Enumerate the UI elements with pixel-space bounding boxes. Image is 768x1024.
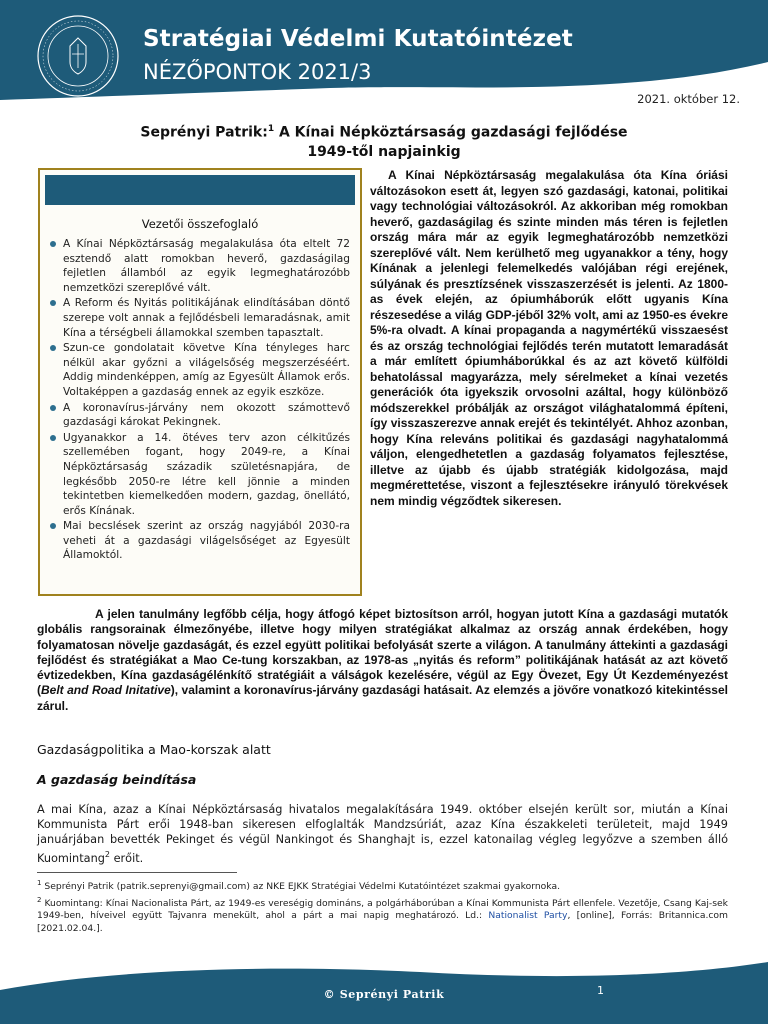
institute-seal-icon	[34, 12, 122, 100]
footnote-2: $^2$ Kuomintang: Kínai Nacionalista Párt, az 1949-es vereségig domináns, a polgárháborúban a Kínai Kommunista Párt ellenfele. Vezetője, Csang Kaj-sek 1949-ben, híveivel együtt Tajvanra menekült, ahol a párt a mai napig meghatározó. Ld.: Nationalist Party, [online], Forrás: Britannica.com [2021.02.04.].	[37, 895, 728, 934]
bullet-icon	[50, 300, 56, 306]
summary-list	[40, 237, 360, 563]
summary-item: A koronavírus-járvány nem okozott számottevő gazdasági károkat Pekingnek.	[50, 401, 350, 430]
bri-term: Belt and Road Initative	[41, 683, 171, 698]
nationalist-party-link[interactable]: Nationalist Party	[488, 910, 568, 922]
subsection-heading: A gazdaság beindítása	[37, 772, 197, 787]
bullet-icon	[50, 435, 56, 441]
summary-item: Ugyanakkor a 14. ötéves terv azon célkitűzés szellemében fogant, hogy 2049-re, a Kínai Népköztársaság századik születésnapjára, de legkésőbb 2050-re létre kell jönnie a minden tekintetben kiemelkedően modern, gazdag, önellátó, erős Kínának.	[50, 431, 350, 519]
footnote-ref-2[interactable]: 2	[104, 850, 110, 859]
executive-summary-box	[38, 168, 362, 596]
series-title: NÉZŐPONTOK 2021/3	[143, 60, 372, 84]
publication-date: 2021. október 12.	[637, 92, 740, 106]
author-name: Seprényi Patrik:	[140, 124, 268, 141]
summary-item: Szun-ce gondolatait követve Kína tényleges harc nélkül akar győzni a világelsőség megszerzéséért. Addig mindenképpen, amíg az Egyesült Államok erős. Voltaképpen a gazdaság ennek az egyik eszköze.	[50, 341, 350, 399]
summary-item: Mai becslések szerint az ország nagyjából 2030-ra veheti át a gazdasági világelsőséget az Egyesült Államoktól.	[50, 519, 350, 563]
footnote-1: $^1$ Seprényi Patrik (patrik.seprenyi@gmail.com) az NKE EJKK Stratégiai Védelmi Kutatóintézet szakmai gyakornoka.	[37, 879, 560, 893]
summary-item: A Kínai Népköztársaság megalakulása óta eltelt 72 esztendő alatt romokban heverő, gazdaságilag fejletlen államból az egyik legmeghatározóbb nemzetközi szereplővé vált.	[50, 237, 350, 295]
bullet-icon	[50, 523, 56, 529]
page-header	[0, 0, 768, 100]
title-line-1: A Kínai Népköztársaság gazdasági fejlődése	[274, 124, 628, 141]
bullet-icon	[50, 345, 56, 351]
bullet-icon	[50, 405, 56, 411]
summary-title: Vezetői összefoglaló	[141, 217, 259, 231]
bullet-icon	[50, 241, 56, 247]
copyright-notice: © Seprényi Patrik	[323, 988, 445, 1001]
footnote-ref-1[interactable]: 1	[267, 124, 275, 134]
title-line-2: 1949-től napjainkig	[307, 143, 461, 160]
body-paragraph: A mai Kína, azaz a Kínai Népköztársaság hivatalos megalakítására 1949. október elsején került sor, miután a Kínai Kommunista Párt erői 1948-ban sikeresen elfoglalták Mandzsúriát, azaz Kína északkeleti területeit, majd 1949 januárjában bevették Pekinget és végül Nankingot és Shanghajt is, ezzel katonailag végleg legyőzve a szemben álló Kuomintang$^2$ erőit.	[37, 803, 728, 865]
article-title	[40, 120, 728, 162]
institute-name: Stratégiai Védelmi Kutatóintézet	[143, 26, 573, 52]
summary-header-bar	[45, 175, 355, 205]
lead-paragraph: A Kínai Népköztársaság megalakulása óta Kína óriási változásokon esett át, legyen szó gazdasági, katonai, politikai vagy technológiai változásokról. Az akkoriban még romokban heverő, gazdaságilag és szinte minden más téren is fejletlen ország mára már az egyik legmeghatározóbb nemzetközi szereplővé vált. Nem kerülhető meg ugyanakkor a tény, hogy Kínának a jelenlegi felemelkedés valójában régi erejének, súlyának és presztízsének visszaszerzését is jelenti. Az 1800-as évek elején, az ópiumháborúk előtt ugyanis Kína részesedése a világ GDP-jéből 32% volt, ami az 1950-es évekre 5%-ra olvadt. A kínai propaganda a nagymértékű visszaesést és az ország technológiai fejlődés terén mutatott lemaradását a már említett ópiumháborúkkal és az azt követő külföldi behatolással magyarázza, mely sérelmeket a kínai vezetés generációk óta igyekszik orvosolni azáltal, hogy különböző módszerekkel próbálják az országot világhatalommá építeni, így visszaszerezve annak erejét és tekintélyét. Ahhoz azonban, hogy Kína releváns politikai és gazdasági nagyhatalommá váljon, elengedhetetlen a gazdaság folyamatos fejlesztése, illetve az újabb és újabb stratégiák kidolgozása, majd megmérettetése, viszont a fejlesztésekre irányuló törekvések nem mindig végződtek sikeresen.	[370, 168, 728, 508]
footnote-divider	[37, 872, 237, 873]
section-heading: Gazdaságpolitika a Mao-korszak alatt	[37, 742, 271, 757]
intro-paragraph: A jelen tanulmány legfőbb célja, hogy átfogó képet biztosítson arról, hogyan jutott Kína a gazdasági mutatók globális rangsorainak élmezőnyébe, illetve hogy milyen stratégiákat alkalmaz az ország annak érdekében, hogy folyamatosan növelje gazdaságát, és ezzel együtt politikai befolyását szerte a világon. A tanulmány áttekinti a gazdasági fejlődést és stratégiákat a Mao Ce-tung korszakban, az 1978-as „nyitás és reform” politikájának hatását az azt követő évtizedekben, Kína gazdaságélénkítő stratégiáit a válságok kezelésére, végül az Egy Övezet, Egy Út Kezdeményezést (Belt and Road Initative), valamint a koronavírus-járvány gazdasági hatásait. Az elemzés a jövőre vonatkozó kitekintéssel zárul.	[37, 607, 728, 713]
summary-item: A Reform és Nyitás politikájának elindításában döntő szerepe volt annak a fejlődésbeli lemaradásnak, amit Kína a térségbeli államokkal szemben tapasztalt.	[50, 296, 350, 340]
page-number: 1	[597, 984, 604, 997]
footnotes	[37, 877, 728, 936]
